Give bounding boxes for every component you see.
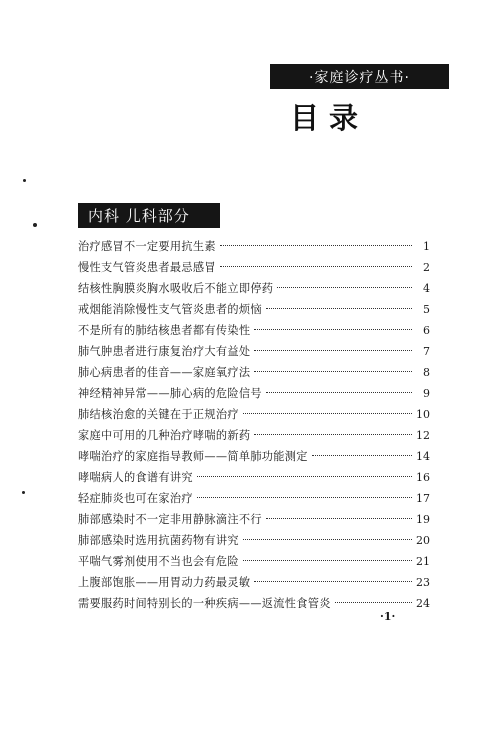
- toc-leader-dots: [197, 497, 412, 498]
- toc-leader-dots: [220, 266, 412, 267]
- toc-entry-page: 23: [416, 576, 430, 589]
- toc-entry[interactable]: [78, 572, 430, 593]
- section-banner: [78, 203, 220, 228]
- toc-leader-dots: [254, 329, 412, 330]
- toc-entry[interactable]: [78, 530, 430, 551]
- toc-entry-page: 5: [423, 303, 430, 316]
- toc-leader-dots: [277, 287, 412, 288]
- toc-entry-title: 平喘气雾剂使用不当也会有危险: [78, 555, 239, 568]
- toc-entry-page: 12: [416, 429, 430, 442]
- toc-entry-title: 哮喘病人的食谱有讲究: [78, 471, 193, 484]
- toc-entry[interactable]: [78, 446, 430, 467]
- toc-entry[interactable]: [78, 551, 430, 572]
- toc-entry-page: 14: [416, 450, 430, 463]
- page-title: 目录: [290, 101, 369, 135]
- toc-entry[interactable]: [78, 404, 430, 425]
- toc-entry[interactable]: [78, 278, 430, 299]
- series-title: ·家庭诊疗丛书·: [309, 69, 410, 86]
- toc-entry-page: 10: [416, 408, 430, 421]
- toc-entry-page: 1: [423, 240, 430, 253]
- toc-leader-dots: [254, 434, 412, 435]
- page-number: ·1·: [380, 610, 396, 623]
- toc-entry-page: 17: [416, 492, 430, 505]
- toc-leader-dots: [243, 539, 412, 540]
- toc-entry-title: 肺心病患者的佳音——家庭氧疗法: [78, 366, 251, 379]
- toc-entry-page: 19: [416, 513, 430, 526]
- toc-entry-title: 治疗感冒不一定要用抗生素: [78, 240, 216, 253]
- toc-entry-page: 16: [416, 471, 430, 484]
- toc-entry-page: 6: [423, 324, 430, 337]
- series-banner: [270, 64, 449, 89]
- toc-entry[interactable]: [78, 509, 430, 530]
- toc-entry[interactable]: [78, 320, 430, 341]
- toc-entry-title: 轻症肺炎也可在家治疗: [78, 492, 193, 505]
- toc-leader-dots: [266, 308, 412, 309]
- toc-entry-title: 哮喘治疗的家庭指导教师——简单肺功能测定: [78, 450, 308, 463]
- toc-entry-title: 结核性胸膜炎胸水吸收后不能立即停药: [78, 282, 274, 295]
- toc-entry-title: 肺气肿患者进行康复治疗大有益处: [78, 345, 251, 358]
- toc-leader-dots: [243, 413, 412, 414]
- toc-entry-page: 2: [423, 261, 430, 274]
- toc-leader-dots: [266, 518, 412, 519]
- toc-entry-title: 戒烟能消除慢性支气管炎患者的烦恼: [78, 303, 262, 316]
- scan-speck: [23, 179, 26, 182]
- toc-entry-page: 24: [416, 597, 430, 610]
- toc-leader-dots: [335, 602, 412, 603]
- toc-entry-page: 8: [423, 366, 430, 379]
- toc-leader-dots: [312, 455, 412, 456]
- toc-entry-title: 肺结核治愈的关键在于正规治疗: [78, 408, 239, 421]
- toc-entry-page: 7: [423, 345, 430, 358]
- toc-entry-title: 家庭中可用的几种治疗哮喘的新药: [78, 429, 251, 442]
- toc-entry-title: 慢性支气管炎患者最忌感冒: [78, 261, 216, 274]
- toc-entry-page: 20: [416, 534, 430, 547]
- toc-leader-dots: [254, 350, 412, 351]
- toc-leader-dots: [254, 581, 412, 582]
- toc-entry-page: 4: [423, 282, 430, 295]
- toc-entry-title: 不是所有的肺结核患者都有传染性: [78, 324, 251, 337]
- toc-entry[interactable]: [78, 488, 430, 509]
- toc-entry-page: 21: [416, 555, 430, 568]
- scan-speck: [22, 491, 25, 494]
- toc-entry[interactable]: [78, 299, 430, 320]
- toc-entry[interactable]: [78, 362, 430, 383]
- toc-entry[interactable]: [78, 257, 430, 278]
- toc-leader-dots: [266, 392, 412, 393]
- toc-entry-title: 神经精神异常——肺心病的危险信号: [78, 387, 262, 400]
- toc-leader-dots: [243, 560, 412, 561]
- toc-entry[interactable]: [78, 425, 430, 446]
- toc-entry-title: 肺部感染时选用抗菌药物有讲究: [78, 534, 239, 547]
- section-title: 内科 儿科部分: [88, 207, 190, 225]
- toc-entry-title: 上腹部饱胀——用胃动力药最灵敏: [78, 576, 251, 589]
- toc-leader-dots: [197, 476, 412, 477]
- toc-entry[interactable]: [78, 236, 430, 257]
- toc-leader-dots: [220, 245, 412, 246]
- toc-entry-page: 9: [423, 387, 430, 400]
- toc-entry[interactable]: [78, 467, 430, 488]
- toc-leader-dots: [254, 371, 412, 372]
- toc-entry[interactable]: [78, 383, 430, 404]
- toc-entry-title: 需要服药时间特别长的一种疾病——返流性食管炎: [78, 597, 331, 610]
- toc-entry[interactable]: [78, 593, 430, 614]
- scan-speck: [33, 223, 37, 227]
- toc-entry-title: 肺部感染时不一定非用静脉滴注不行: [78, 513, 262, 526]
- table-of-contents: [78, 236, 430, 614]
- toc-entry[interactable]: [78, 341, 430, 362]
